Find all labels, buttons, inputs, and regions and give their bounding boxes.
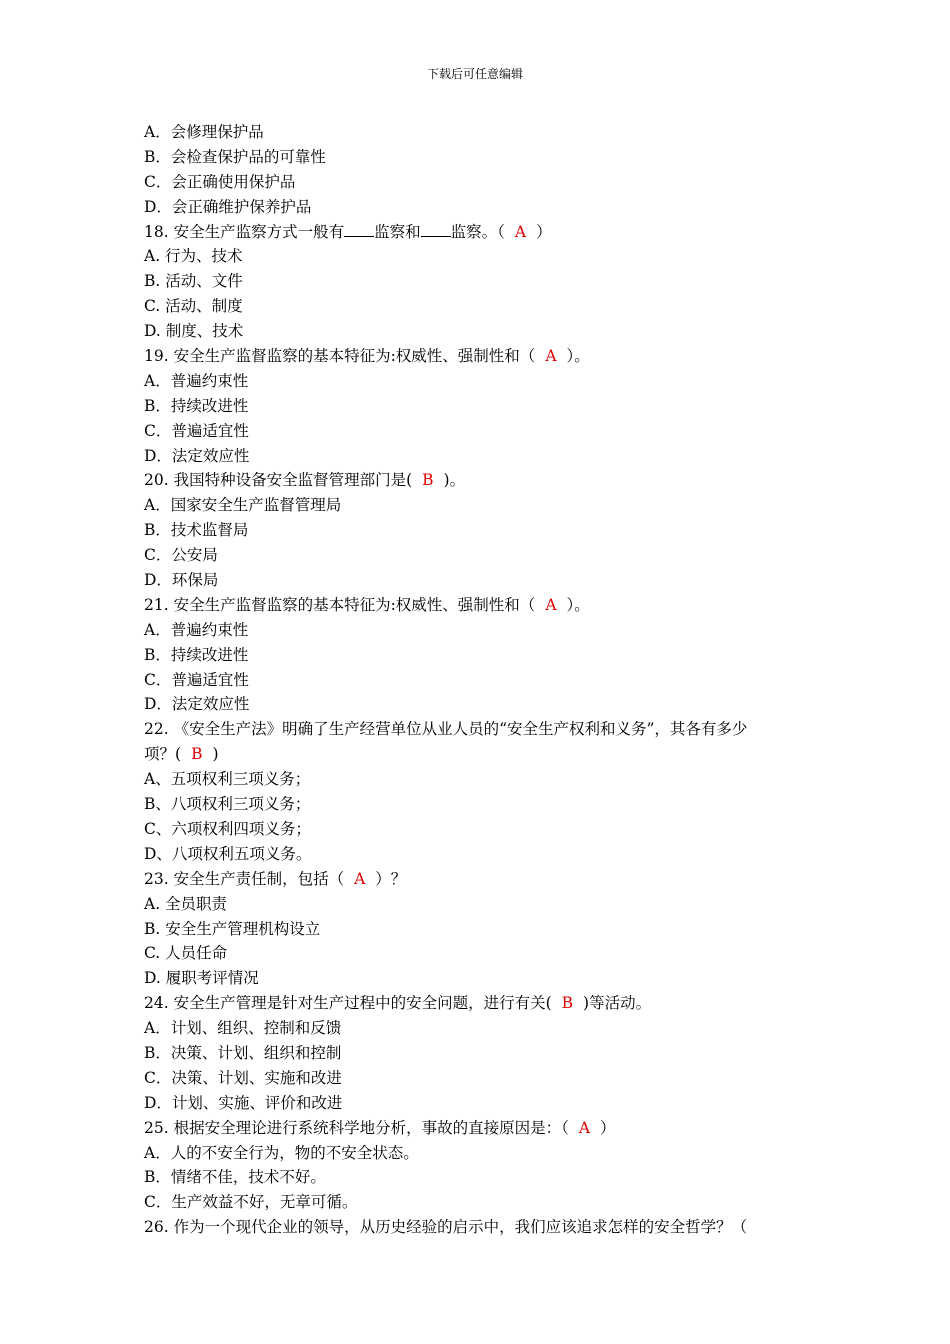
answer-mark: A <box>354 869 366 888</box>
line-text: D．环保局 <box>144 571 219 590</box>
line-text: D．法定效应性 <box>144 446 250 465</box>
text-line <box>144 593 814 618</box>
text-line <box>144 1041 814 1066</box>
answer-mark: B <box>191 745 203 764</box>
line-text: 26. 作为一个现代企业的领导，从历史经验的启示中，我们应该追求怎样的安全哲学？（ <box>144 1218 748 1237</box>
text-line <box>144 1215 814 1240</box>
line-text: B、八项权利三项义务； <box>144 795 311 814</box>
text-line <box>144 792 814 817</box>
answer-mark: A <box>578 1118 591 1137</box>
text-line <box>144 717 814 742</box>
line-text: B．决策、计划、组织和控制 <box>144 1043 342 1062</box>
line-text: C．公安局 <box>144 546 218 565</box>
text-line <box>144 518 814 543</box>
line-text: 23. 安全生产责任制，包括（ <box>144 869 345 888</box>
text-line <box>144 319 814 344</box>
line-text: C．普遍适宜性 <box>144 421 249 440</box>
text-line <box>144 643 814 668</box>
text-line <box>144 917 814 942</box>
line-text: D、八项权利五项义务。 <box>144 844 312 863</box>
line-text: A. 全员职责 <box>144 894 228 913</box>
line-text: D. 履职考评情况 <box>144 969 259 988</box>
line-text: B．会检查保护品的可靠性 <box>144 147 326 166</box>
line-text: B．技术监督局 <box>144 521 249 540</box>
line-text: A．计划、组织、控制和反馈 <box>144 1019 342 1038</box>
line-text: B. 活动、文件 <box>144 272 243 291</box>
document-body <box>144 120 814 1240</box>
text-line <box>144 244 814 269</box>
line-text-end: )。 <box>443 471 466 490</box>
text-line <box>144 294 814 319</box>
line-text: 21. 安全生产监督监察的基本特征为:权威性、强制性和（ <box>144 595 536 614</box>
page-header: 下载后可任意编辑 <box>426 67 523 81</box>
text-line <box>144 618 814 643</box>
line-text: D．法定效应性 <box>144 695 250 714</box>
text-line <box>144 120 814 145</box>
line-text: D．计划、实施、评价和改进 <box>144 1093 343 1112</box>
line-text-end: ) <box>212 745 219 764</box>
text-line <box>144 269 814 294</box>
text-line <box>144 1091 814 1116</box>
text-line <box>144 1141 814 1166</box>
text-line <box>144 220 814 245</box>
line-text: C．决策、计划、实施和改进 <box>144 1068 342 1087</box>
line-text: B．持续改进性 <box>144 396 249 415</box>
answer-mark: B <box>422 471 434 490</box>
line-text: C. 人员任命 <box>144 944 228 963</box>
line-text: A．普遍约束性 <box>144 620 249 639</box>
line-text-end: ）。 <box>566 595 590 614</box>
text-line <box>144 1066 814 1091</box>
answer-mark: A <box>514 222 527 241</box>
text-line <box>144 941 814 966</box>
text-line <box>144 1165 814 1190</box>
text-line <box>144 767 814 792</box>
text-line <box>144 369 814 394</box>
text-line <box>144 543 814 568</box>
line-text-middle: 监察和 <box>374 222 421 241</box>
text-line <box>144 493 814 518</box>
line-text: A．人的不安全行为，物的不安全状态。 <box>144 1143 419 1162</box>
line-text-end: ） <box>536 222 552 241</box>
text-line <box>144 444 814 469</box>
answer-mark: A <box>545 595 557 614</box>
fill-blank <box>421 221 451 237</box>
line-text: A．会修理保护品 <box>144 123 264 141</box>
answer-mark: B <box>561 994 574 1013</box>
line-text: A．国家安全生产监督管理局 <box>144 496 342 515</box>
text-line <box>144 1190 814 1215</box>
text-line <box>144 170 814 195</box>
line-text: 20. 我国特种设备安全监督管理部门是( <box>144 471 413 490</box>
line-text: A. 行为、技术 <box>144 247 243 266</box>
line-text: 25. 根据安全理论进行系统科学地分析，事故的直接原因是：（ <box>144 1118 569 1137</box>
text-line <box>144 892 814 917</box>
line-text-middle: 监察。（ <box>450 222 505 241</box>
line-text: C．会正确使用保护品 <box>144 172 296 191</box>
line-text: D. 制度、技术 <box>144 322 244 341</box>
text-line <box>144 568 814 593</box>
line-text: C、六项权利四项义务； <box>144 819 311 838</box>
line-text-end: ） <box>600 1118 616 1137</box>
line-text: 24. 安全生产管理是针对生产过程中的安全问题，进行有关( <box>144 994 552 1013</box>
text-line <box>144 1116 814 1141</box>
line-text: A．普遍约束性 <box>144 371 249 390</box>
line-text: C．普遍适宜性 <box>144 670 249 689</box>
text-line <box>144 692 814 717</box>
text-line <box>144 742 814 767</box>
line-text: C. 活动、制度 <box>144 297 243 316</box>
text-line <box>144 668 814 693</box>
line-text: B．情绪不佳，技术不好。 <box>144 1168 326 1187</box>
line-text: 22. 《安全生产法》明确了生产经营单位从业人员的“安全生产权利和义务”，其各有多少 <box>144 720 748 739</box>
text-line <box>144 867 814 892</box>
text-line <box>144 991 814 1016</box>
line-text-end: ）？ <box>375 869 407 888</box>
text-line <box>144 966 814 991</box>
text-line <box>144 468 814 493</box>
line-text: C．生产效益不好，无章可循。 <box>144 1193 358 1212</box>
line-text: 18. 安全生产监察方式一般有 <box>144 222 345 241</box>
line-text: B．持续改进性 <box>144 645 249 664</box>
line-text-end: )等活动。 <box>583 994 652 1013</box>
line-text: B. 安全生产管理机构设立 <box>144 919 321 938</box>
text-line <box>144 842 814 867</box>
fill-blank <box>344 221 374 237</box>
text-line <box>144 817 814 842</box>
line-text: D．会正确维护保养护品 <box>144 197 312 216</box>
text-line <box>144 1016 814 1041</box>
text-line <box>144 394 814 419</box>
line-text: 项？( <box>144 745 182 764</box>
text-line <box>144 344 814 369</box>
line-text: A、五项权利三项义务； <box>144 770 311 789</box>
answer-mark: A <box>545 347 557 366</box>
text-line <box>144 145 814 170</box>
text-line <box>144 419 814 444</box>
line-text-end: ）。 <box>566 347 590 366</box>
text-line <box>144 195 814 220</box>
line-text: 19. 安全生产监督监察的基本特征为:权威性、强制性和（ <box>144 347 536 366</box>
